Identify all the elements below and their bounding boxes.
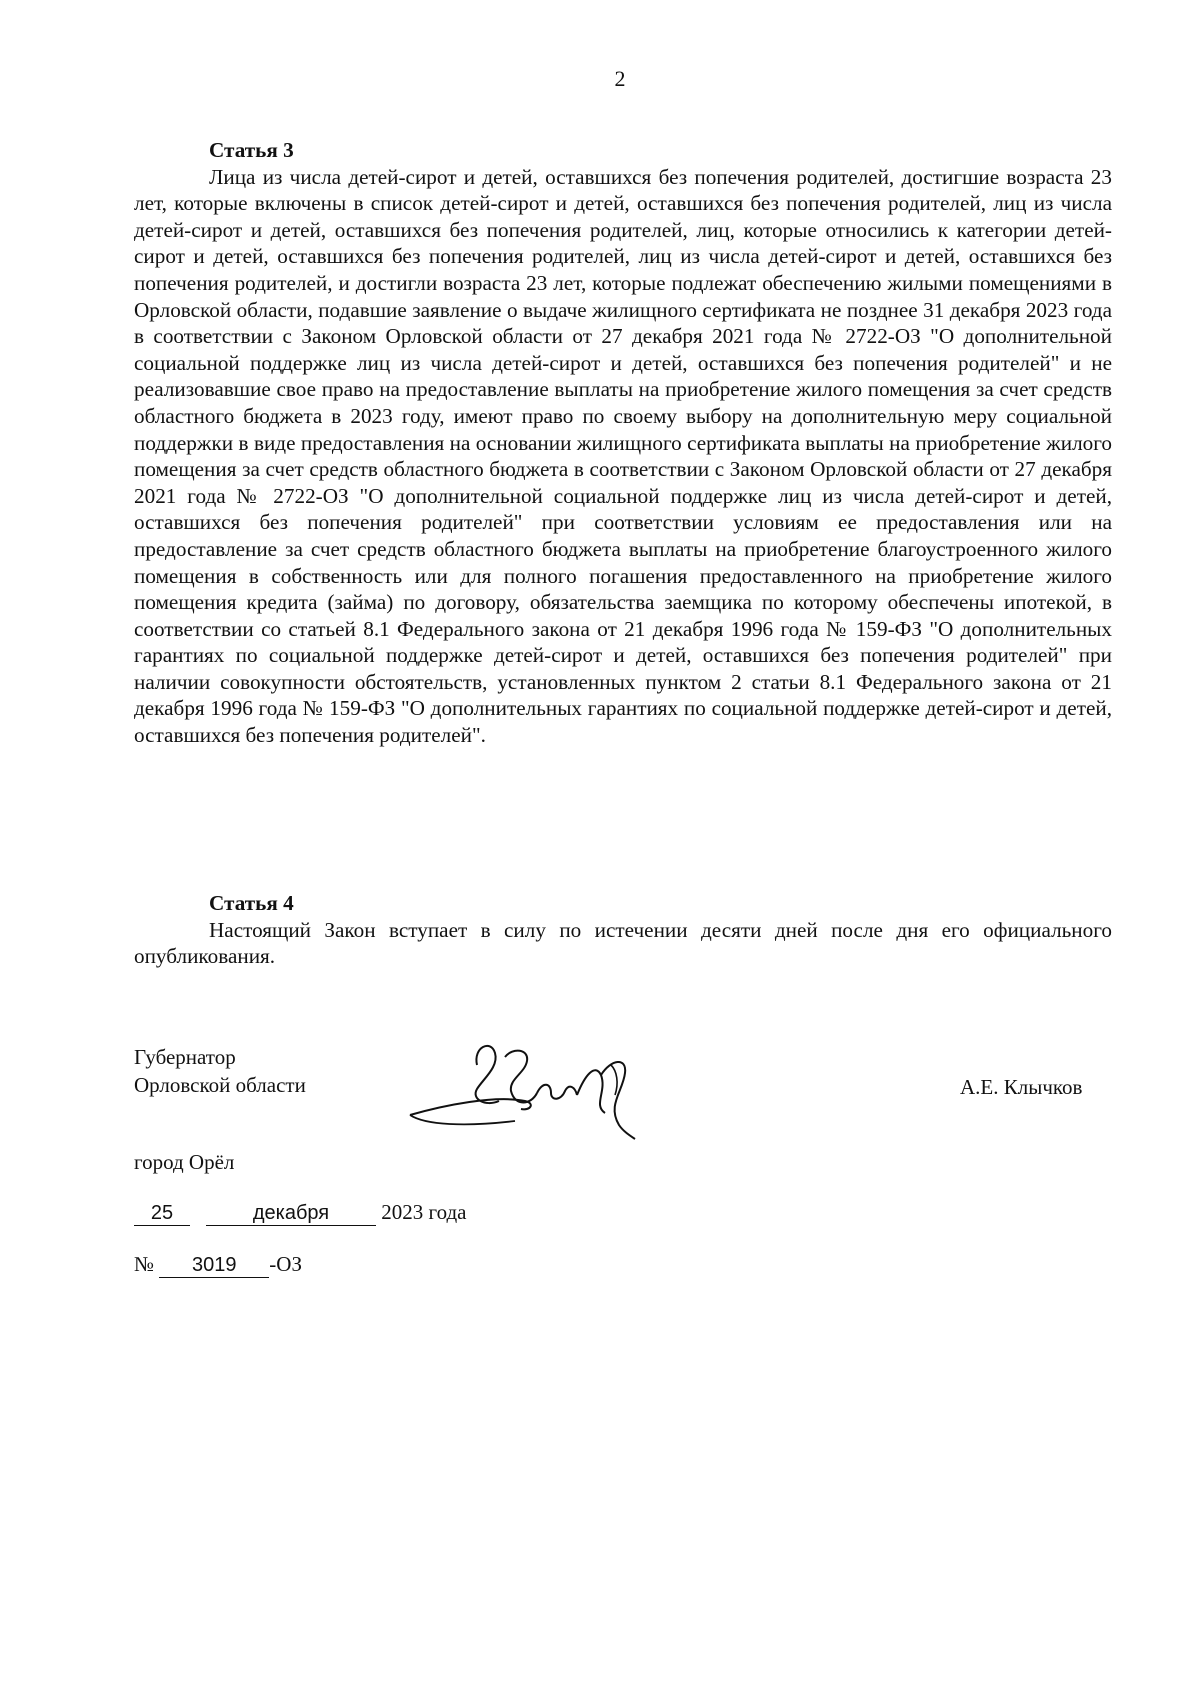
article-3-text: Лица из числа детей-сирот и детей, оставшихся без попечения родителей, достигшие возраста 23 лет, которые включены в список детей-сирот и детей, оставшихся без попечения родителей, лиц из числа детей-сирот и детей, оставшихся без попечения родителей, лиц, которые относились к категории детей-сирот и детей, оставшихся без попечения родителей, лиц из числа детей-сирот и детей, оставшихся без попечения родителей, и достигли возраста 23 лет, которые подлежат обеспечению жилыми помещениями в Орловской области, подавшие заявление о выдаче жилищного сертификата не позднее 31 декабря 2023 года в соответствии с Законом Орловской области от 27 декабря 2021 года № 2722-ОЗ "О дополнительной социальной поддержке лиц из числа детей-сирот и детей, оставшихся без попечения родителей" и не реализовавшие свое право на предоставление выплаты на приобретение жилого помещения за счет средств областного бюджета в 2023 году, имеют право по своему выбору на дополнительную меру социальной поддержки в виде предоставления на основании жилищного сертификата выплаты на приобретение жилого помещения за счет средств областного бюджета в соответствии с Законом Орловской области от 27 декабря 2021 года № 2722-ОЗ "О дополнительной социальной поддержке лиц из числа детей-сирот и детей, оставшихся без попечения родителей" при соответствии условиям ее предоставления или на предоставление за счет средств областного бюджета выплаты на приобретение благоустроенного жилого помещения в собственность или для полного погашения предоставленного на приобретение жилого помещения кредита (займа) по договору, обязательства заемщика по которому обеспечены ипотекой, в соответствии со статьей 8.1 Федерального закона от 21 декабря 1996 года № 159-ФЗ "О дополнительных гарантиях по социальной поддержке детей-сирот и детей, оставшихся без попечения родителей" при наличии совокупности обстоятельств, установленных пунктом 2 статьи 8.1 Федерального закона от 21 декабря 1996 года № 159-ФЗ "О дополнительных гарантиях по социальной поддержке детей-сирот и детей, оставшихся без попечения родителей". — [134, 164, 1112, 748]
page-number: 2 — [614, 66, 626, 91]
date-year: 2023 года — [381, 1200, 467, 1224]
number-sign: № — [134, 1252, 155, 1276]
law-number-value: 3019 — [159, 1253, 269, 1278]
city: город Орёл — [134, 1150, 235, 1174]
law-number — [134, 1250, 302, 1278]
article-4 — [134, 890, 1112, 970]
article-4-heading: Статья 4 — [209, 891, 294, 915]
article-3-heading: Статья 3 — [209, 138, 294, 162]
signing-date — [134, 1198, 467, 1226]
date-month: декабря — [206, 1201, 376, 1226]
signer-position — [134, 1043, 306, 1099]
signer-position-line-2: Орловской области — [134, 1073, 306, 1097]
article-4-text: Настоящий Закон вступает в силу по истечении десяти дней после дня его официального опубликования. — [134, 917, 1112, 969]
date-day: 25 — [134, 1201, 190, 1226]
law-number-suffix: -ОЗ — [269, 1252, 302, 1276]
article-3 — [134, 137, 1112, 749]
handwritten-signature — [405, 1035, 655, 1145]
signer-position-line-1: Губернатор — [134, 1045, 236, 1069]
signer-name: А.Е. Клычков — [960, 1075, 1083, 1099]
